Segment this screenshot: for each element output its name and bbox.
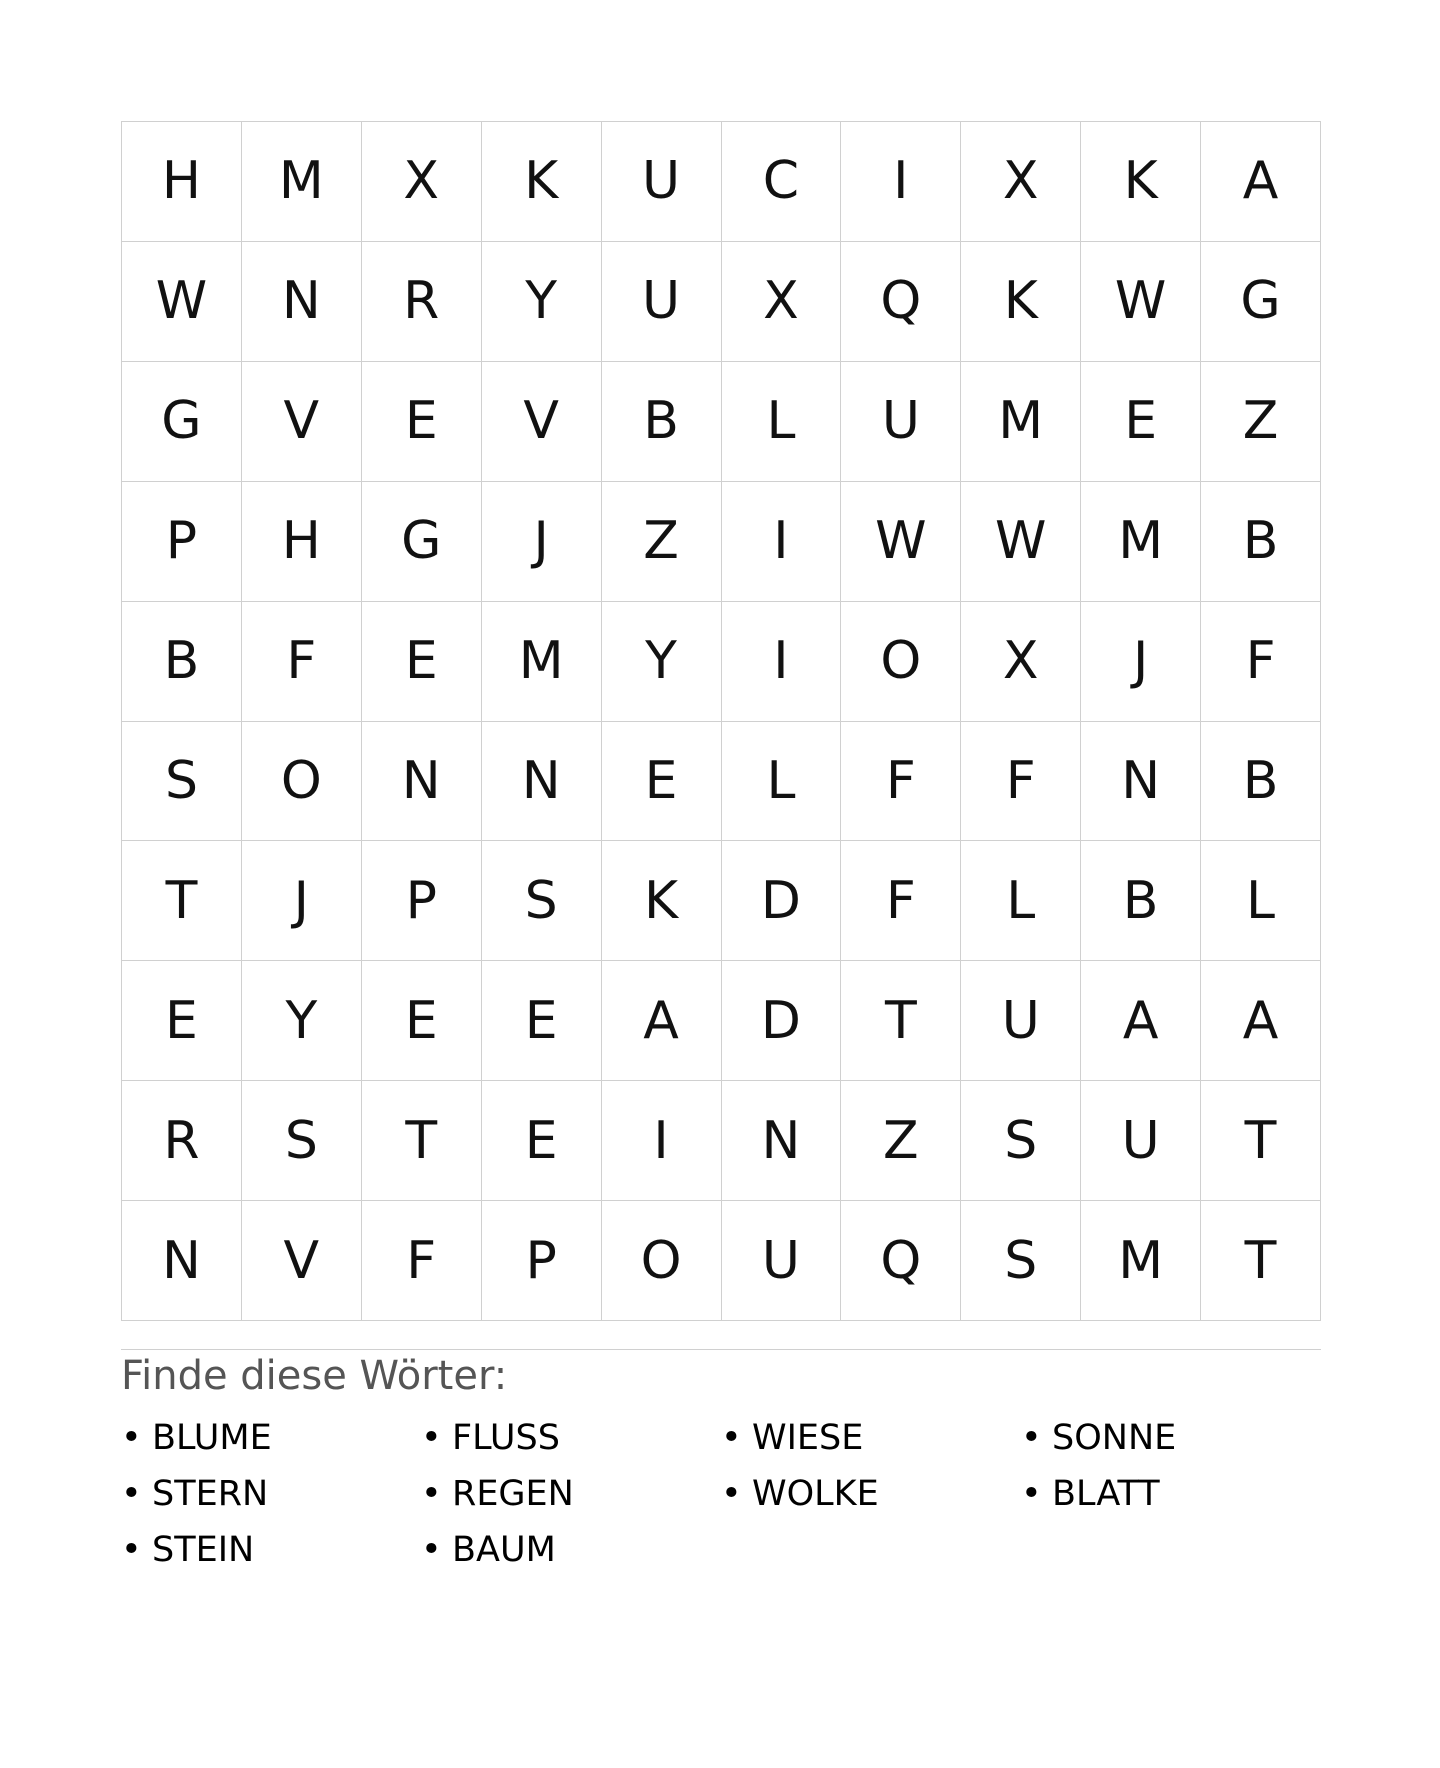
grid-cell[interactable]: T [1201,1081,1321,1201]
grid-cell[interactable]: S [961,1081,1081,1201]
grid-cell[interactable]: Z [602,482,722,602]
grid-cell[interactable]: X [362,122,482,242]
grid-cell[interactable]: S [122,722,242,842]
word-label: BLUME [152,1418,272,1458]
grid-cell[interactable]: E [362,362,482,482]
grid-cell[interactable]: R [122,1081,242,1201]
grid-cell[interactable]: F [841,722,961,842]
grid-cell[interactable]: U [602,242,722,362]
grid-cell[interactable]: O [242,722,362,842]
grid-cell[interactable]: S [482,841,602,961]
grid-cell[interactable]: Z [841,1081,961,1201]
bullet-icon: • [721,1474,742,1514]
grid-cell[interactable]: M [1081,482,1201,602]
grid-cell[interactable]: I [722,602,842,722]
word-list-item [421,1410,721,1466]
word-list-item [721,1410,1021,1466]
word-label: REGEN [452,1474,574,1514]
grid-cell[interactable]: D [722,961,842,1081]
grid-cell[interactable]: W [841,482,961,602]
grid-cell[interactable]: N [122,1201,242,1321]
bullet-icon: • [121,1418,142,1458]
grid-cell[interactable]: I [841,122,961,242]
grid-cell[interactable]: F [841,841,961,961]
grid-cell[interactable]: X [722,242,842,362]
grid-cell[interactable]: F [362,1201,482,1321]
grid-cell[interactable]: R [362,242,482,362]
bullet-icon: • [1021,1418,1042,1458]
bullet-icon: • [121,1474,142,1514]
grid-cell[interactable]: M [961,362,1081,482]
grid-cell[interactable]: S [242,1081,362,1201]
grid-cell[interactable]: B [122,602,242,722]
grid-cell[interactable]: N [722,1081,842,1201]
grid-cell[interactable]: Y [242,961,362,1081]
grid-cell[interactable]: M [1081,1201,1201,1321]
word-label: STERN [152,1474,269,1514]
grid-cell[interactable]: J [1081,602,1201,722]
grid-cell[interactable]: F [961,722,1081,842]
grid-cell[interactable]: B [602,362,722,482]
word-label: STEIN [152,1530,255,1570]
grid-cell[interactable]: D [722,841,842,961]
bullet-icon: • [121,1530,142,1570]
grid-cell[interactable]: F [1201,602,1321,722]
grid-cell[interactable]: T [1201,1201,1321,1321]
bullet-icon: • [721,1418,742,1458]
grid-cell[interactable]: K [1081,122,1201,242]
grid-cell[interactable]: N [242,242,362,362]
grid-cell[interactable]: L [961,841,1081,961]
grid-cell[interactable]: Q [841,242,961,362]
grid-cell[interactable]: U [722,1201,842,1321]
grid-cell[interactable]: L [1201,841,1321,961]
grid-cell[interactable]: F [242,602,362,722]
word-list-item [121,1466,421,1522]
grid-cell[interactable]: Y [482,242,602,362]
word-label: BLATT [1052,1474,1160,1514]
grid-cell[interactable]: W [961,482,1081,602]
grid-cell[interactable]: M [242,122,362,242]
grid-cell[interactable]: E [482,1081,602,1201]
grid-cell[interactable]: Z [1201,362,1321,482]
grid-cell[interactable]: G [1201,242,1321,362]
grid-cell[interactable]: J [242,841,362,961]
word-list [121,1410,1321,1578]
word-list-item [421,1466,721,1522]
grid-cell[interactable]: U [1081,1081,1201,1201]
word-list-item [721,1466,1021,1522]
grid-cell[interactable]: J [482,482,602,602]
grid-cell[interactable]: U [841,362,961,482]
bullet-icon: • [1021,1474,1042,1514]
grid-cell[interactable]: V [242,1201,362,1321]
grid-cell[interactable]: K [602,841,722,961]
grid-cell[interactable]: C [722,122,842,242]
grid-cell[interactable]: U [961,961,1081,1081]
grid-cell[interactable]: X [961,602,1081,722]
grid-cell[interactable]: T [362,1081,482,1201]
grid-cell[interactable]: W [122,242,242,362]
bullet-icon: • [421,1418,442,1458]
word-label: WOLKE [752,1474,879,1514]
grid-cell[interactable]: G [122,362,242,482]
grid-cell[interactable]: G [362,482,482,602]
word-label: SONNE [1052,1418,1177,1458]
grid-cell[interactable]: O [602,1201,722,1321]
word-label: WIESE [752,1418,864,1458]
grid-cell[interactable]: B [1201,722,1321,842]
grid-cell[interactable]: V [242,362,362,482]
bullet-icon: • [421,1530,442,1570]
grid-cell[interactable]: I [722,482,842,602]
grid-cell[interactable]: E [1081,362,1201,482]
grid-cell[interactable]: W [1081,242,1201,362]
word-list-item [1021,1466,1321,1522]
grid-cell[interactable]: E [362,961,482,1081]
grid-cell[interactable]: P [362,841,482,961]
grid-cell[interactable]: H [122,122,242,242]
grid-cell[interactable]: N [482,722,602,842]
grid-cell[interactable]: U [602,122,722,242]
grid-cell[interactable]: N [1081,722,1201,842]
grid-cell[interactable]: K [482,122,602,242]
grid-cell[interactable]: O [841,602,961,722]
word-search-grid [121,121,1321,1321]
grid-cell[interactable]: I [602,1081,722,1201]
grid-cell[interactable]: N [362,722,482,842]
grid-cell[interactable]: Q [841,1201,961,1321]
grid-cell[interactable]: X [961,122,1081,242]
grid-cell[interactable]: A [1081,961,1201,1081]
grid-cell[interactable]: A [602,961,722,1081]
word-list-item [421,1522,721,1578]
word-label: BAUM [452,1530,556,1570]
grid-cell[interactable]: E [602,722,722,842]
grid-cell[interactable]: B [1201,482,1321,602]
grid-cell[interactable]: E [362,602,482,722]
grid-cell[interactable]: H [242,482,362,602]
grid-cell[interactable]: E [122,961,242,1081]
grid-cell[interactable]: T [122,841,242,961]
word-list-item [121,1522,421,1578]
grid-cell[interactable]: A [1201,961,1321,1081]
grid-cell[interactable]: P [122,482,242,602]
grid-cell[interactable]: B [1081,841,1201,961]
grid-cell[interactable]: Y [602,602,722,722]
bullet-icon: • [421,1474,442,1514]
word-list-item [1021,1410,1321,1466]
word-list-item [121,1410,421,1466]
grid-cell[interactable]: P [482,1201,602,1321]
word-label: FLUSS [452,1418,560,1458]
grid-cell[interactable]: S [961,1201,1081,1321]
grid-cell[interactable]: M [482,602,602,722]
divider [121,1349,1321,1350]
grid-cell[interactable]: A [1201,122,1321,242]
grid-cell[interactable]: L [722,362,842,482]
grid-cell[interactable]: T [841,961,961,1081]
grid-cell[interactable]: E [482,961,602,1081]
grid-cell[interactable]: L [722,722,842,842]
word-list-heading: Finde diese Wörter: [121,1353,508,1399]
grid-cell[interactable]: V [482,362,602,482]
grid-cell[interactable]: K [961,242,1081,362]
